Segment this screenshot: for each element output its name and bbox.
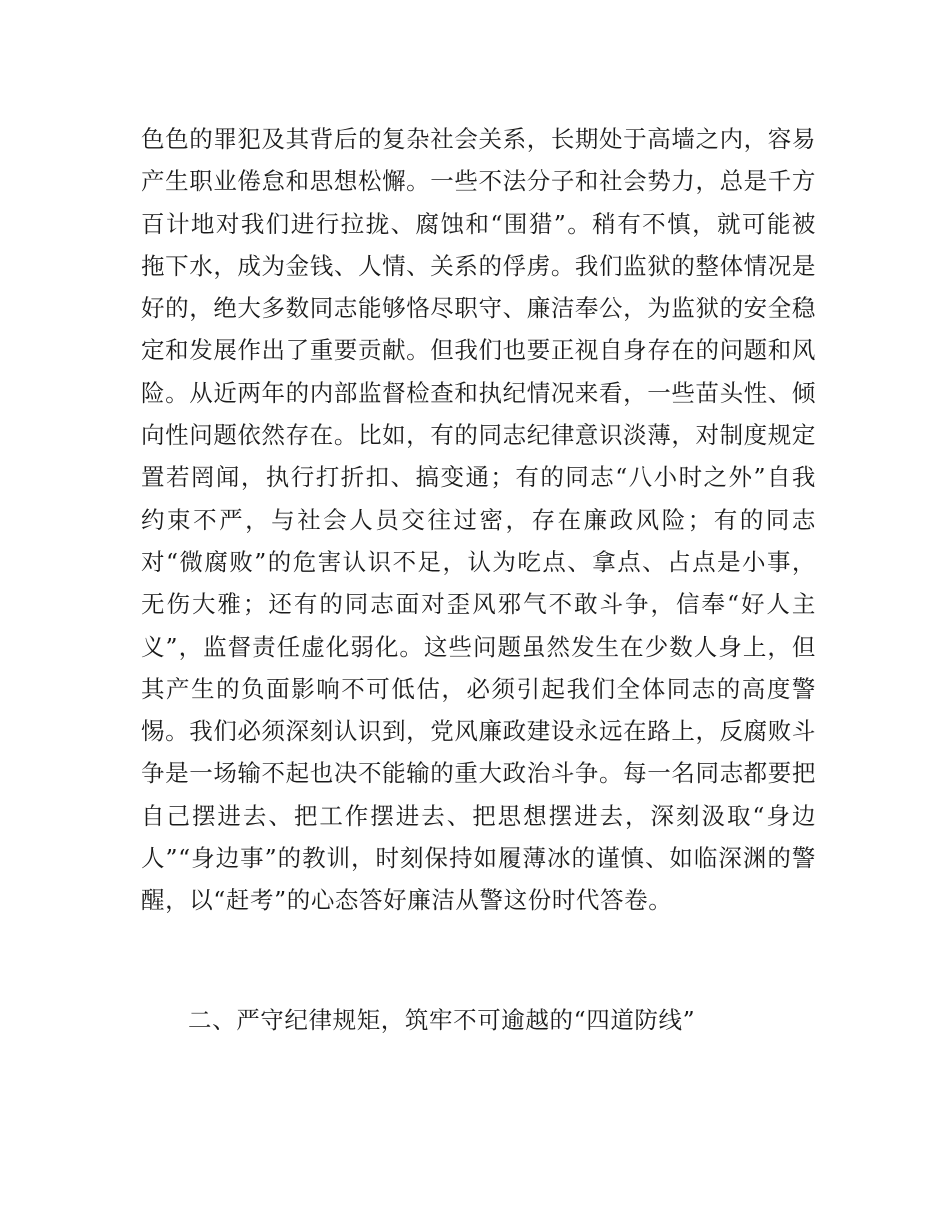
- section-heading: 二、严守纪律规矩，筑牢不可逾越的“四道防线”: [188, 1006, 696, 1034]
- body-paragraph: 色色的罪犯及其背后的复杂社会关系，长期处于高墙之内，容易产生职业倦怠和思想松懈。一些不法分子和社会势力，总是千方百计地对我们进行拉拢、腐蚀和“围猎”。稍有不慎，就可能被拖下水，成为金钱、人情、关系的俘虏。我们监狱的整体情况是好的，绝大多数同志能够恪尽职守、廉洁奉公，为监狱的安全稳定和发展作出了重要贡献。但我们也要正视自身存在的问题和风险。从近两年的内部监督检查和执纪情况来看，一些苗头性、倾向性问题依然存在。比如，有的同志纪律意识淡薄，对制度规定置若罔闻，执行打折扣、搞变通；有的同志“八小时之外”自我约束不严，与社会人员交往过密，存在廉政风险；有的同志对“微腐败”的危害认识不足，认为吃点、拿点、占点是小事，无伤大雅；还有的同志面对歪风邪气不敢斗争，信奉“好人主义”，监督责任虚化弱化。这些问题虽然发生在少数人身上，但其产生的负面影响不可低估，必须引起我们全体同志的高度警惕。我们必须深刻认识到，党风廉政建设永远在路上，反腐败斗争是一场输不起也决不能输的重大政治斗争。每一名同志都要把自己摆进去、把工作摆进去、把思想摆进去，深刻汲取“身边人”“身边事”的教训，时刻保持如履薄冰的谨慎、如临深渊的警醒，以“赶考”的心态答好廉洁从警这份时代答卷。: [141, 125, 816, 915]
